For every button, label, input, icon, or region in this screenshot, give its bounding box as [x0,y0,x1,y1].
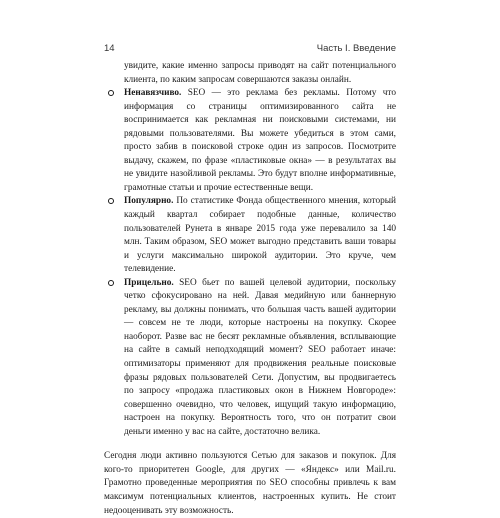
bullet-item [104,87,396,195]
bullet-circle-icon [108,280,114,286]
bullet-term: Популярно. [124,196,174,207]
bullet-circle-icon [108,198,114,204]
continued-text: увидите, какие именно запросы приводят на сайт потенциального клиента, по каким запросам совершаются заказы онлайн. [124,61,396,85]
bullet-item [104,195,396,276]
page-body [104,60,396,518]
bullet-term: Прицельно. [124,277,174,288]
bullet-item [104,277,396,440]
bullet-text: SEO — это реклама без рекламы. Потому что информация со страницы оптимизированного сайта не воспринимается как рекламная ни поисковыми системами, ни рядовыми пользователями. Вы можете убедиться в этом сами, просто забив в поисковой строке один из запросов. Посмотрите выдачу, скажем, по фразе «пластиковые окна» — в результатах вы не увидите назойливой рекламы. Это будут вполне информативные, грамотные статьи и прочие естественные вещи. [124,88,396,193]
running-head: Часть I. Введение [316,43,396,54]
page-number: 14 [104,43,115,54]
closing-paragraph: Сегодня люди активно пользуются Сетью для заказов и покупок. Для кого-то приоритетен Google, для других — «Яндекс» или Mail.ru. Грамотно проведенные мероприятия по SEO способны привлечь к вам максимум потенциальных клиентов, настроенных купить. Не стоит недооценивать эту возможность. [104,451,396,516]
bullet-text: По статистике Фонда общественного мнения, который каждый квартал собирает подобные данные, количество пользователей Рунета в январе 2015 года уже перевалило за 140 млн. Таким образом, SEO может выгодно представить ваши товары и услуги максимально широкой аудитории. Это круче, чем телевидение. [124,196,396,275]
bullet-term: Ненавязчиво. [124,88,182,99]
page-header [104,43,396,57]
bullet-text: SEO бьет по вашей целевой аудитории, поскольку четко сфокусировано на ней. Давая медийную или баннерную рекламу, вы должны понимать, что большая часть вашей аудитории — совсем не те люди, которые настроены на покупку. Скорее наоборот. Разве вас не бесят рекламные объявления, всплывающие на сайте в самый неподходящий момент? SEO работает иначе: оптимизаторы применяют для продвижения реальные поисковые фразы рядовых пользователей Сети. Допустим, вы продвигаетесь по запросу «продажа пластиковых окон в Нижнем Новгороде»: совершенно очевидно, что человек, ищущий такую информацию, настроен на покупку. Вероятность того, что он потратит свои деньги именно у вас на сайте, достаточно велика. [124,277,396,437]
bullet-circle-icon [108,90,114,96]
